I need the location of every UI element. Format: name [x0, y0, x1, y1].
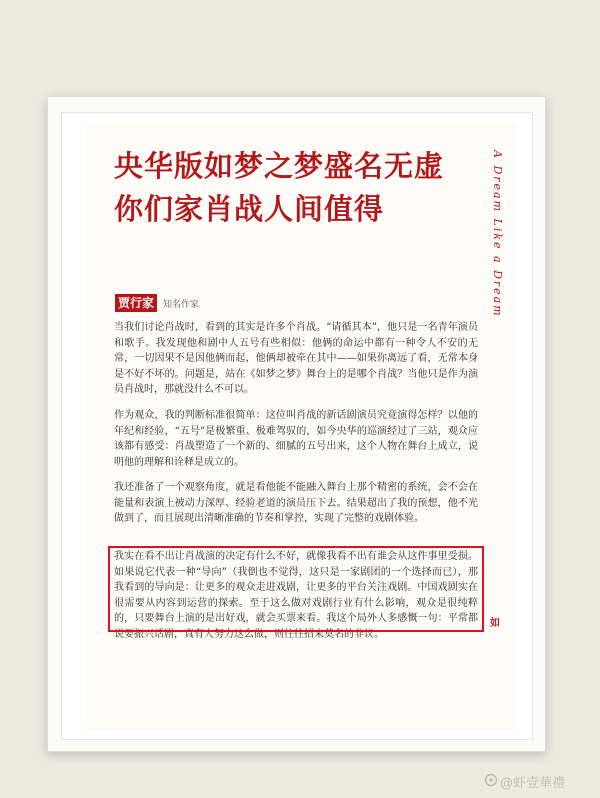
author-role: 知名作家 — [163, 300, 200, 310]
paragraph-4: 我实在看不出让肖战演的决定有什么不好，就像我看不出有谁会从这件事里受损。如果说它代表一种“导向”（我倒也不觉得，这只是一家剧团的一个选择而已），那我看到的导向是：让更多的观众走进戏剧，让更多的平台关注戏剧。中国戏剧实在很需要从内容到运营的探索。至于这么做对戏剧行业有什么影响，观众是很纯粹的，只要舞台上演的是出好戏，就会买票来看。我这个局外人多感慨一句：平常都说要振兴话剧，真有人努力这么做，则往往招来莫名的非议。 — [114, 551, 478, 640]
paragraph-3: 我还准备了一个观察角度，就是看他能不能融入舞台上那个精密的系统，会不会在能量和表演上被动力深厚、经验老道的演员压下去。结果超出了我的预想，他不光做到了，而且展现出清晰准确的节奏和掌控，实现了完整的戏剧体验。 — [114, 482, 478, 524]
watermark-logo-icon — [484, 773, 498, 787]
paragraph-1: 当我们讨论肖战时，看到的其实是许多个肖战。“请循其本”，他只是一名青年演员和歌手。我发现他和剧中人五号有些相似：他俩的命运中都有一种令人不安的无常，一切因果不是因他俩而起，他俩却被牵在其中——如果你离远了看，无常本身是不好不坏的。问题是，站在《如梦之梦》舞台上的是哪个肖战？当他只是作为演员肖战时，那就没什么不可以。 — [114, 322, 478, 395]
watermark-text: @虾壹華禮 — [500, 776, 566, 791]
paragraph-2: 作为观众，我的判断标准很简单：这位叫肖战的新话剧演员究竟演得怎样？以他的年纪和经验，“五号”是极繁重、极难驾驭的，如今央华的巡演经过了三站，观众应该都有感受：肖战塑造了一个新的、细腻的五号出来，这个人物在舞台上成立，说明他的理解和诠释是成立的。 — [114, 410, 478, 468]
headline-line-1: 央华版如梦之梦盛名无虚 — [114, 149, 445, 183]
article-headline — [114, 145, 494, 231]
headline-line-2: 你们家肖战人间值得 — [114, 192, 385, 226]
side-page-marker: 如 — [490, 618, 500, 629]
side-english-title: A Dream Like a Dream — [491, 150, 504, 318]
author-name-tag: 贾行家 — [115, 294, 157, 312]
highlight-box — [108, 546, 484, 632]
